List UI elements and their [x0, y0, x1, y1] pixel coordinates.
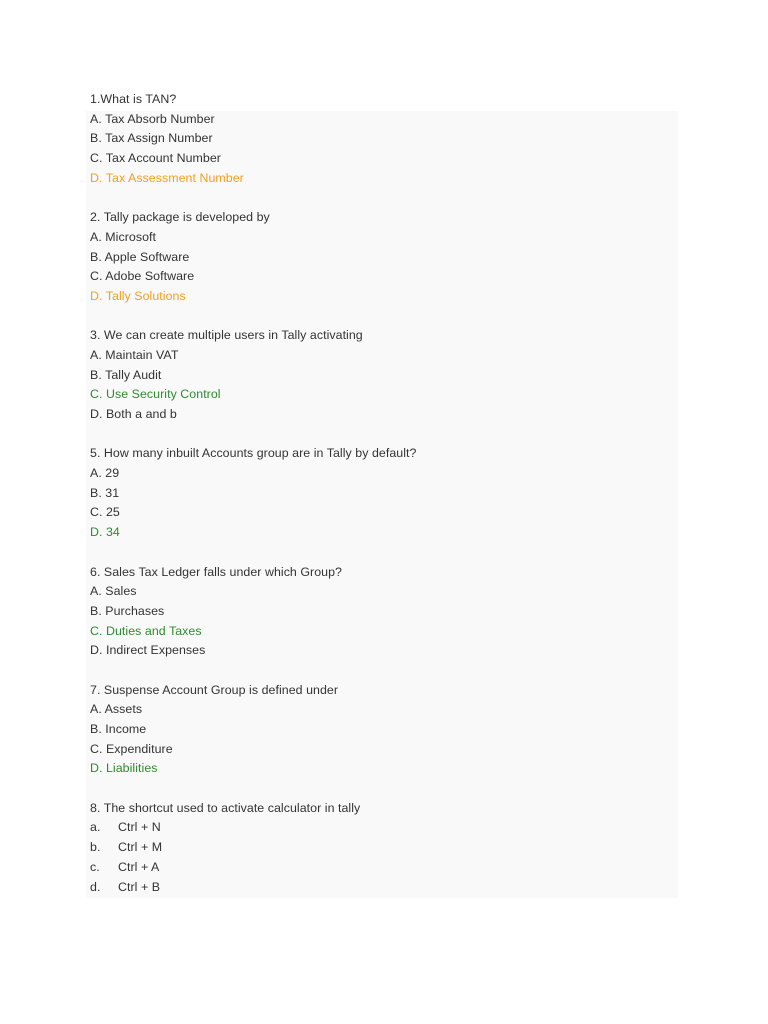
spacer — [90, 661, 670, 681]
question-1-option-a: A. Tax Absorb Number — [90, 111, 215, 126]
option-letter: c. — [90, 859, 100, 874]
question-8-option-a — [90, 818, 670, 838]
question-6-option-a: A. Sales — [90, 584, 137, 599]
question-5-option-c: C. 25 — [90, 505, 120, 520]
question-7-option-c: C. Expenditure — [90, 741, 173, 756]
question-3-option-b: B. Tally Audit — [90, 367, 162, 382]
question-2: 2. Tally package is developed by — [90, 210, 270, 225]
option-text: Ctrl + N — [118, 820, 161, 835]
spacer — [90, 543, 670, 563]
question-8-option-c — [90, 858, 670, 878]
question-8-option-d — [90, 878, 670, 898]
question-5-option-a: A. 29 — [90, 466, 120, 481]
question-3-option-a: A. Maintain VAT — [90, 347, 179, 362]
question-7: 7. Suspense Account Group is defined under — [90, 682, 339, 697]
question-7-option-a: A. Assets — [90, 702, 143, 717]
question-5-option-d: D. 34 — [90, 525, 120, 540]
option-text: Ctrl + A — [118, 859, 160, 874]
question-8: 8. The shortcut used to activate calculator in tally — [90, 800, 361, 815]
question-5: 5. How many inbuilt Accounts group are in Tally by default? — [90, 446, 417, 461]
question-3-option-c: C. Use Security Control — [90, 387, 221, 402]
option-text: Ctrl + M — [118, 840, 163, 855]
spacer — [90, 779, 670, 799]
question-6-option-c: C. Duties and Taxes — [90, 623, 202, 638]
question-3: 3. We can create multiple users in Tally activating — [90, 328, 363, 343]
question-5-option-b: B. 31 — [90, 485, 120, 500]
question-2-option-b: B. Apple Software — [90, 249, 190, 264]
option-letter: d. — [90, 879, 101, 894]
question-6-option-b: B. Purchases — [90, 603, 165, 618]
question-6-option-d: D. Indirect Expenses — [90, 643, 206, 658]
question-2-option-d: D. Tally Solutions — [90, 288, 186, 303]
question-7-option-b: B. Income — [90, 722, 147, 736]
question-1-option-c: C. Tax Account Number — [90, 151, 221, 166]
option-letter: a. — [90, 820, 101, 835]
question-1: 1.What is TAN? — [90, 92, 177, 106]
question-3-option-d: D. Both a and b — [90, 407, 177, 421]
question-1-option-b: B. Tax Assign Number — [90, 131, 213, 146]
question-2-option-c: C. Adobe Software — [90, 269, 195, 284]
quiz-content — [90, 90, 670, 897]
option-letter: b. — [90, 840, 101, 855]
option-text: Ctrl + B — [118, 879, 161, 894]
question-7-option-d: D. Liabilities — [90, 761, 158, 776]
question-8-option-b — [90, 838, 670, 858]
question-1-option-d: D. Tax Assessment Number — [90, 170, 244, 185]
question-2-option-a: A. Microsoft — [90, 229, 157, 244]
question-6: 6. Sales Tax Ledger falls under which Group? — [90, 564, 342, 579]
spacer — [90, 307, 670, 327]
spacer — [90, 425, 670, 445]
spacer — [90, 188, 670, 208]
